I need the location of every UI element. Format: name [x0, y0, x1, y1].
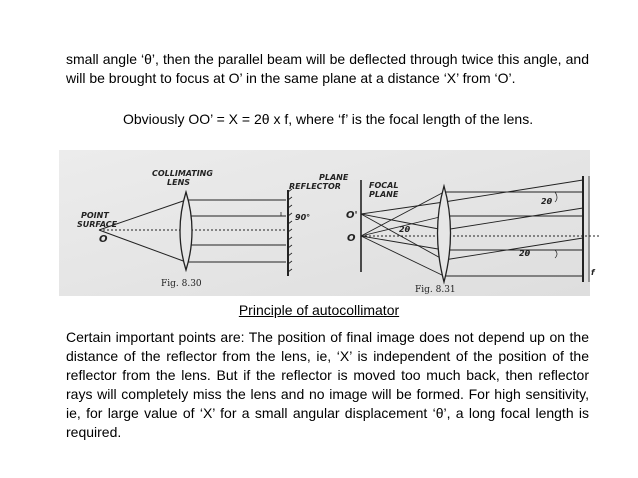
autocollimator-figure: [59, 150, 595, 296]
plane-reflector-label-line2: REFLECTOR: [289, 182, 341, 191]
fig-8-31-label: Fig. 8.31: [415, 285, 456, 295]
focal-f-label: f: [591, 268, 595, 277]
point-o-prime-label: O': [346, 210, 358, 221]
angle-2theta-mid-label: 2θ: [399, 225, 411, 234]
point-surface-label-line2: SURFACE: [77, 220, 118, 229]
angle-2theta-top-label: 2θ: [541, 197, 553, 206]
formula-line: Obviously OO’ = X = 2θ x f, where ‘f’ is the focal length of the lens.: [123, 111, 534, 127]
angle-2theta-bottom-label: 2θ: [519, 249, 531, 258]
point-o-right-label: O: [347, 233, 356, 244]
angle-90-label: 90°: [295, 213, 311, 222]
figure-caption: Principle of autocollimator: [238, 302, 400, 318]
focal-plane-label-line1: FOCAL: [369, 181, 399, 190]
plane-reflector-label-line1: PLANE: [319, 173, 349, 182]
body-paragraph: Certain important points are: The position of final image does not depend up on the distance of the reflector from the lens, ie, ‘X’ is independent of the position of the reflector from the lens. But if the reflector is moved too much back, then reflector rays will completely miss the lens and no image will be formed. For high sensitivity, ie, for large value of ‘X’ for a small angular displacement ‘θ’, a long focal length is required.: [66, 329, 589, 440]
focal-plane-label-line2: PLANE: [369, 190, 399, 199]
collimating-label-line1: COLLIMATING: [152, 169, 213, 178]
fig-8-30-label: Fig. 8.30: [161, 279, 202, 289]
point-o-label: O: [99, 234, 108, 245]
intro-paragraph: small angle ‘θ’, then the parallel beam will be deflected through twice this angle, and will be brought to focus at O’ in the same plane at a distance ‘X’ from ‘O’.: [66, 51, 589, 86]
collimating-label-line2: LENS: [167, 178, 191, 187]
point-surface-label-line1: POINT: [81, 211, 109, 220]
